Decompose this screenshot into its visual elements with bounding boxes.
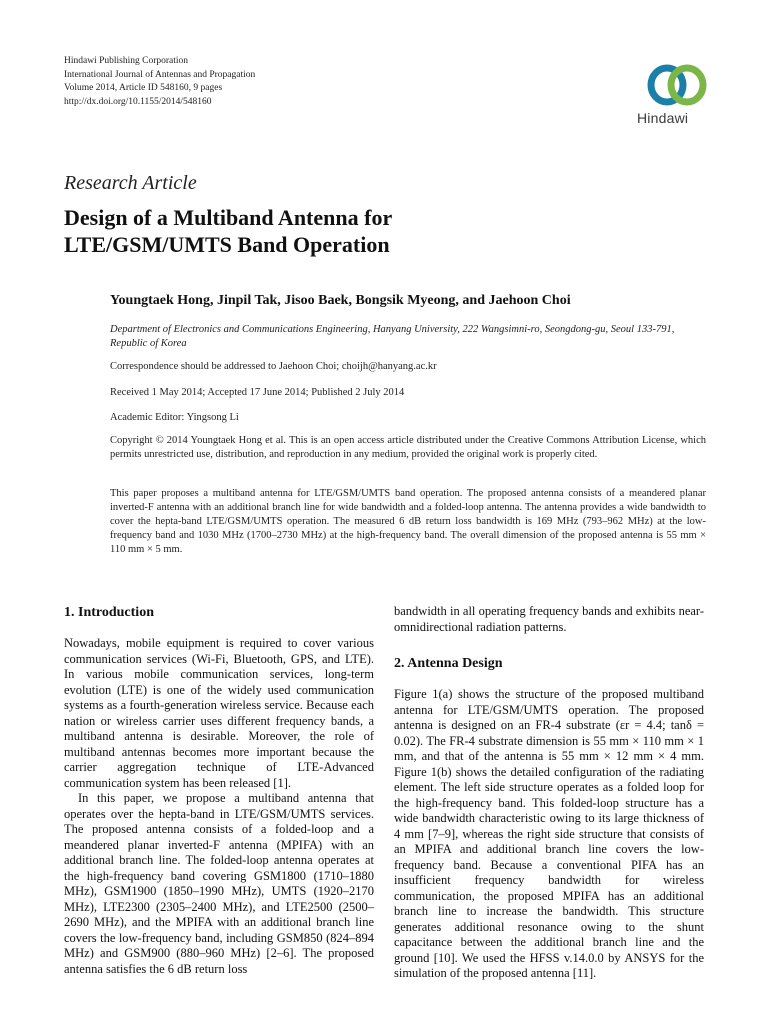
intro-continuation: bandwidth in all operating frequency bands and exhibits near-omnidirectional radiation patterns. [394, 604, 704, 634]
publication-dates: Received 1 May 2014; Accepted 17 June 2014; Published 2 July 2014 [110, 387, 405, 398]
hindawi-logo-icon [645, 62, 709, 108]
correspondence: Correspondence should be addressed to Jaehoon Choi; choijh@hanyang.ac.kr [110, 361, 437, 372]
introduction-heading: 1. Introduction [64, 605, 154, 620]
right-column [394, 604, 704, 982]
copyright-notice: Copyright © 2014 Youngtaek Hong et al. This is an open access article distributed under the Creative Commons Attribution License, which permits unrestricted use, distribution, and reproduction in any medium, provided the original work is properly cited. [110, 435, 706, 460]
publisher: Hindawi Publishing Corporation [64, 56, 189, 66]
title-line-1: Design of a Multiband Antenna for [64, 205, 393, 230]
intro-paragraph-1: Nowadays, mobile equipment is required to cover various communication services (Wi-Fi, Bluetooth, GPS, and LTE). In various mobile communication services, long-term evolution (LTE) is one of the widely used communication systems as a fourth-generation wireless service. Because each nation or wireless carrier uses different frequency bands, a multiband antenna is desirable. Moreover, the role of multiband antennas becomes more important because the carrier aggregation technique of LTE-Advanced communication system has been released [1]. [64, 636, 374, 790]
hindawi-logo [637, 62, 719, 126]
antenna-design-heading: 2. Antenna Design [394, 656, 503, 671]
intro-paragraph-2: In this paper, we propose a multiband antenna that operates over the hepta-band in LTE/GSM/UMTS services. The proposed antenna consists of a folded-loop and a meandered planar inverted-F antenna (MPIFA) with an additional branch line. The folded-loop antenna operates at the high-frequency band covering GSM1800 (1710–1880 MHz), GSM1900 (1850–1990 MHz), UMTS (1920–2170 MHz), LTE2300 (2305–2400 MHz), and LTE2500 (2500–2690 MHz), and the MPIFA with an additional branch line covers the low-frequency band, including GSM850 (824–894 MHz) and GSM900 (880–960 MHz) [2–6]. The proposed antenna satisfies the 6 dB return loss [64, 791, 374, 976]
author-list: Youngtaek Hong, Jinpil Tak, Jisoo Baek, Bongsik Myeong, and Jaehoon Choi [110, 293, 571, 308]
article-title [64, 204, 524, 258]
article-type: Research Article [64, 172, 197, 194]
affiliation: Department of Electronics and Communications Engineering, Hanyang University, 222 Wangsimni-ro, Seongdong-gu, Seoul 133-791, Republic of Korea [110, 324, 675, 349]
journal-header [64, 55, 255, 109]
doi-link[interactable]: http://dx.doi.org/10.1155/2014/548160 [64, 96, 212, 107]
logo-text: Hindawi [637, 110, 689, 126]
volume-info: Volume 2014, Article ID 548160, 9 pages [64, 83, 223, 93]
left-column [64, 604, 374, 977]
journal-name: International Journal of Antennas and Propagation [64, 69, 256, 80]
title-line-2: LTE/GSM/UMTS Band Operation [64, 232, 390, 257]
design-paragraph-1: Figure 1(a) shows the structure of the proposed multiband antenna for LTE/GSM/UMTS operation. The proposed antenna is designed on an FR-4 substrate (εr = 4.4; tanδ = 0.02). The FR-4 substrate dimension is 55 mm × 110 mm × 1 mm, and that of the antenna is 55 mm × 12 mm × 4 mm. Figure 1(b) shows the detailed configuration of the radiating element. The left side structure operates as a folded loop for the high-frequency band. This folded-loop structure has a wide bandwidth characteristic owing to its large thickness of 4 mm [7–9], whereas the right side structure that consists of an MPIFA and additional branch line covers the low-frequency band. Because a conventional PIFA has an insufficient frequency bandwidth for wireless communication, the proposed MPIFA has an additional branch line to increase the bandwidth. This structure generates additional resonance owing to the shunt capacitance between the additional branch line and the ground [10]. We used the HFSS v.14.0.0 by ANSYS for the simulation of the proposed antenna [11]. [394, 687, 704, 980]
academic-editor: Academic Editor: Yingsong Li [110, 412, 239, 423]
abstract: This paper proposes a multiband antenna for LTE/GSM/UMTS band operation. The proposed antenna consists of a meandered planar inverted-F antenna with an additional branch line for wide bandwidth and a folded-loop antenna. The antenna provides a wide bandwidth to cover the hepta-band LTE/GSM/UMTS operation. The measured 6 dB return loss bandwidth is 169 MHz (793–962 MHz) at the low-frequency band and 1030 MHz (1700–2730 MHz) at the high-frequency band. The overall dimension of the proposed antenna is 55 mm × 110 mm × 5 mm. [110, 488, 706, 555]
